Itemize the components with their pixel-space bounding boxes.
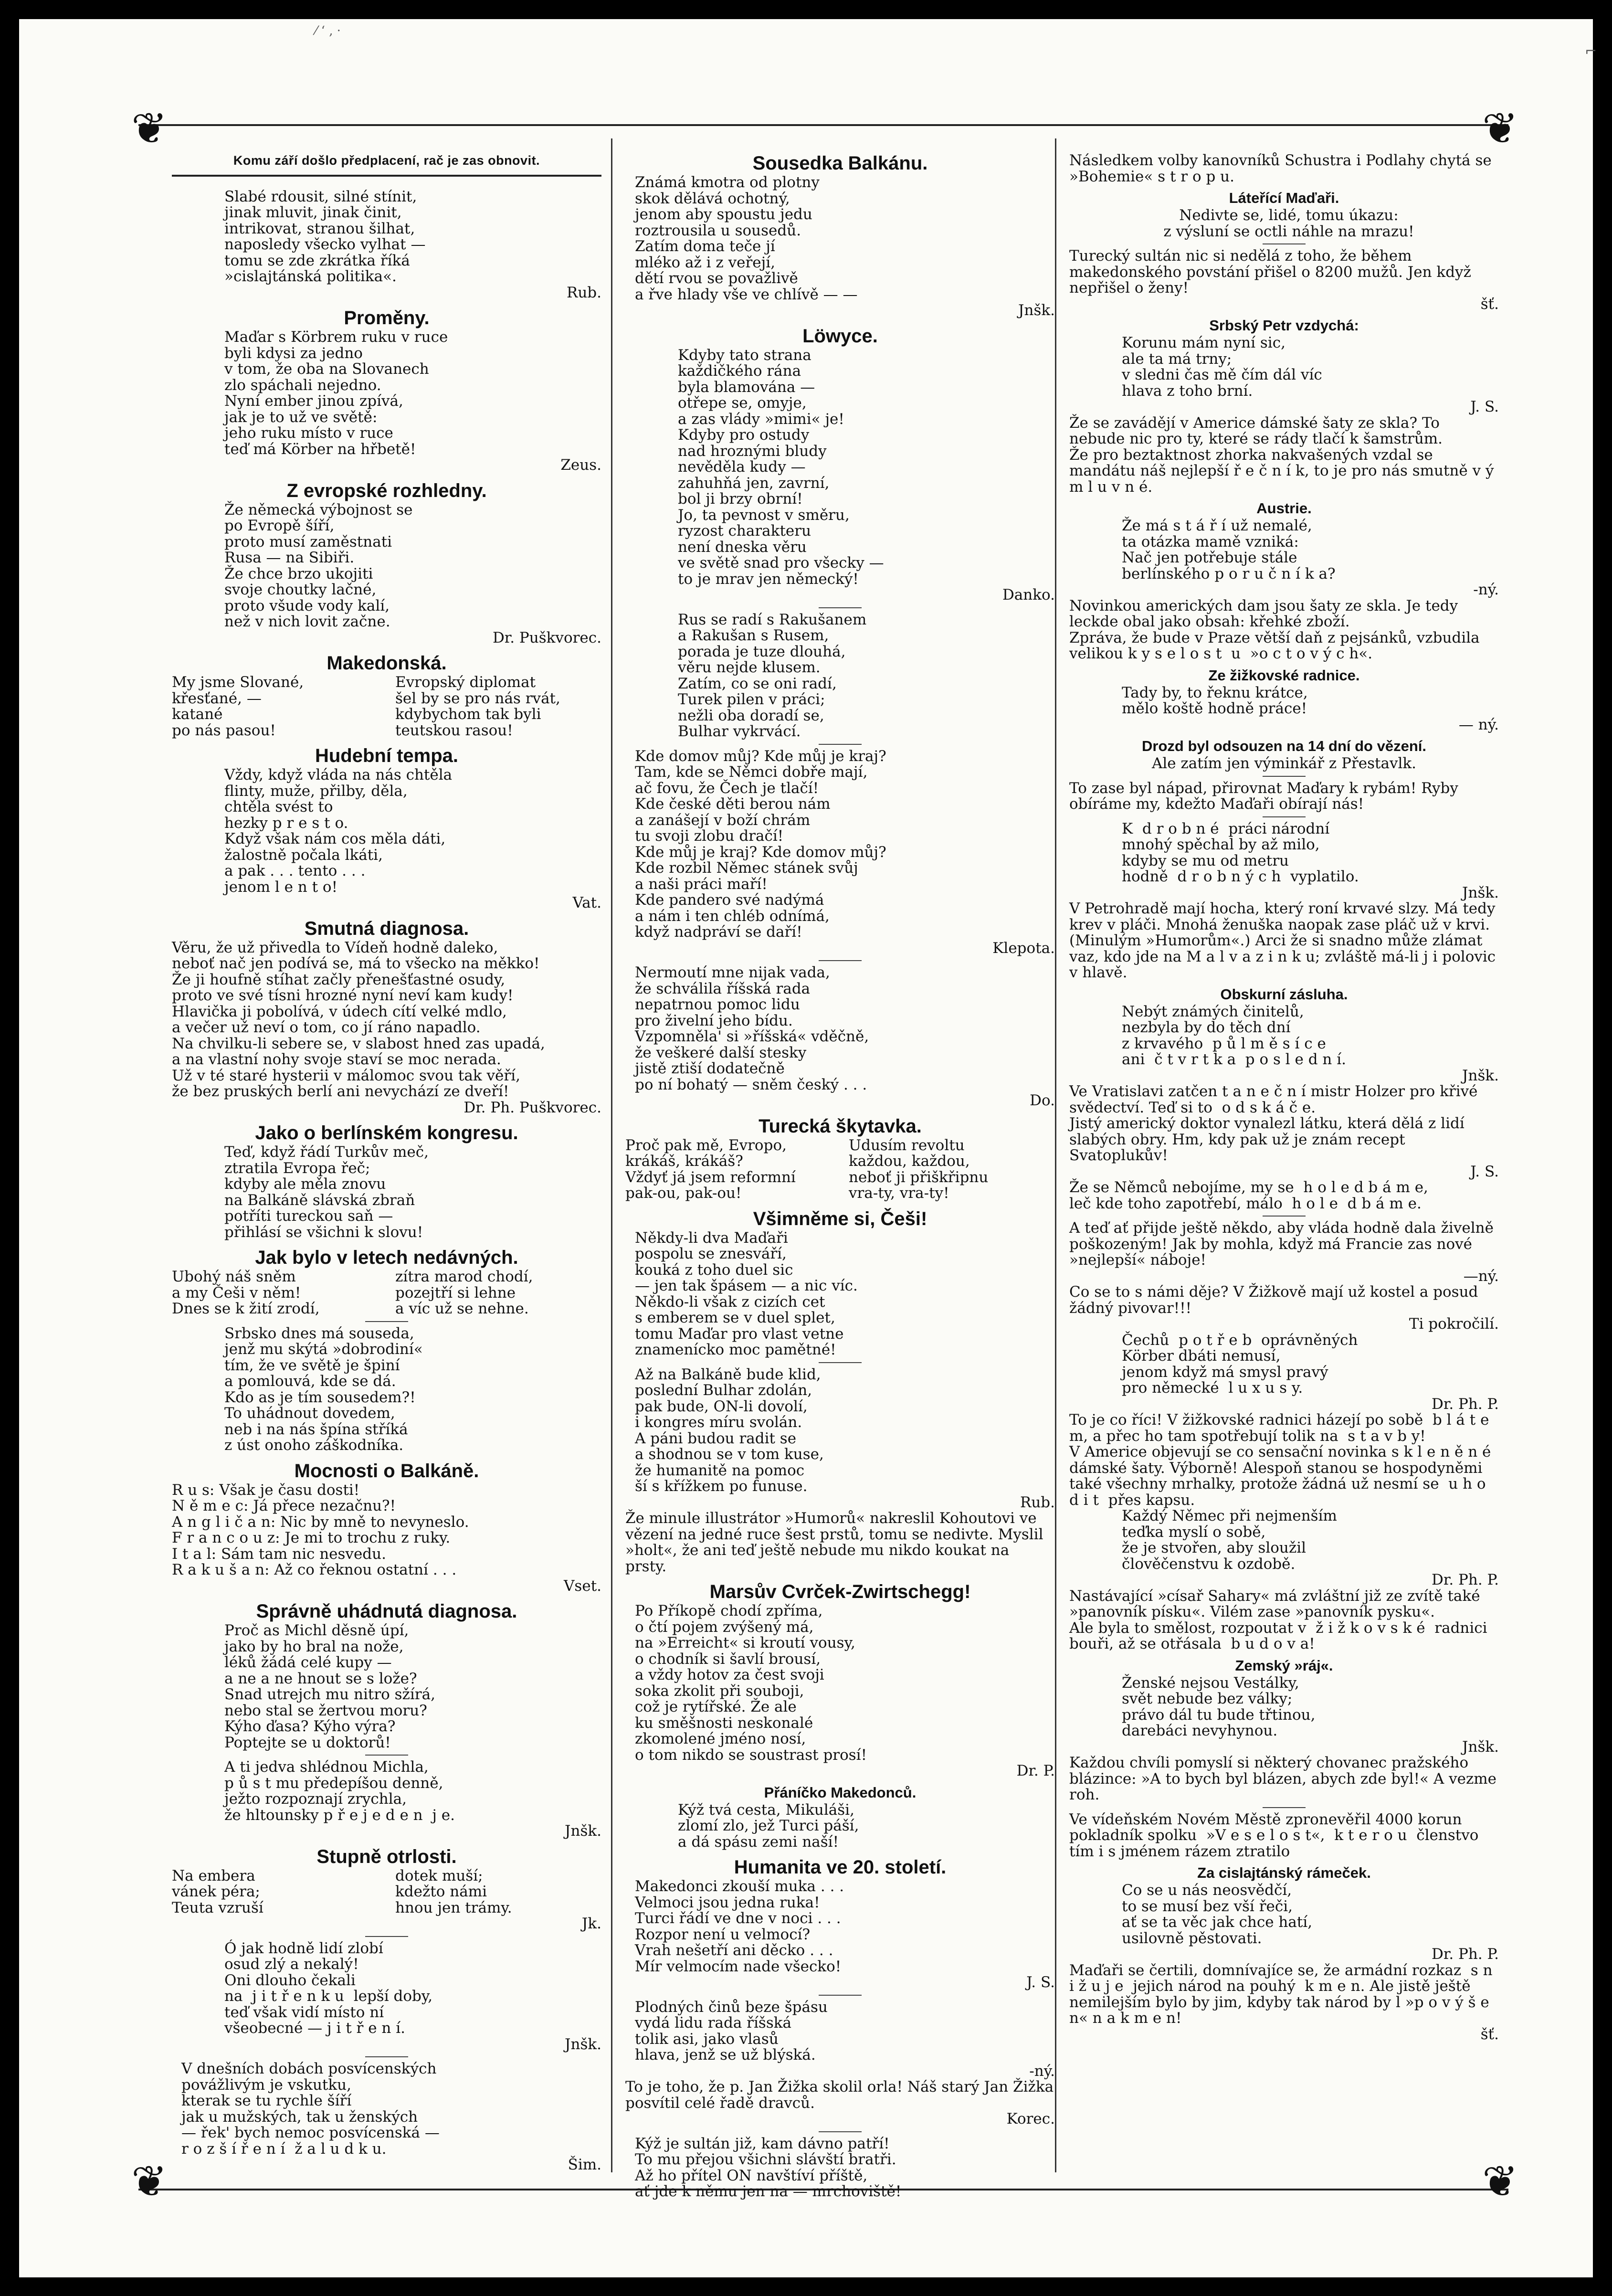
column-left <box>172 153 601 2173</box>
poem: Tady by, to řeknu krátce, mělo koště hodně práce! <box>1122 684 1308 717</box>
paragraph: Že pro beztaktnost zhorka nakvašených vzdal se mandátu náš nejlepší ř e č n í k, to je pro nás smutně v ý m l u v n é. <box>1069 446 1499 496</box>
signature: Klepota. <box>992 939 1055 957</box>
paragraph: Každou chvíli pomyslí si některý chovanec pražského blázince: »A to bych byl blázen, abych zde byl!« A vezme roh. <box>1069 1754 1501 1803</box>
paragraph: Že se zavádějí v Americe dámské šaty ze skla? To nebude nic pro ty, které se rády tlačí k šamstrům. <box>1069 414 1444 447</box>
signature: Dr. Ph. P. <box>1432 1946 1499 1963</box>
article-title: Löwyce. <box>802 325 878 347</box>
signature: Jnšk. <box>1462 1738 1499 1756</box>
article-title: Austrie. <box>1256 500 1312 517</box>
signature: Ti pokročilí. <box>1409 1315 1499 1333</box>
poem: Že má s t á ř í už nemalé, ta otázka mamě vzniká: Nač jen potřebuje stále berlínského p o r u č n í k a? <box>1122 517 1336 582</box>
article-title: Stupně otrlosti. <box>316 1846 457 1867</box>
signature: — ný. <box>1458 716 1499 733</box>
paragraph: To je co říci! V žižkovské radnici házejí po sobě b l á t e m, a přec ho tam spotřebují tolik na s t a v b y! <box>1069 1411 1494 1445</box>
paragraph: Nastávající »císař Sahary« má zvláštní již ze zvítě také »panovník písku«. Vilém zase »panovník pysku«. <box>1069 1587 1485 1620</box>
article-title: Makedonská. <box>327 653 447 674</box>
article-title: Drozd byl odsouzen na 14 dní do vězení. <box>1142 738 1426 754</box>
separator <box>1263 1216 1306 1217</box>
paragraph: Následkem volby kanovníků Schustra i Podlahy chytá se »Bohemie« s t r o p u. <box>1069 152 1496 185</box>
poem: Čechů p o t ř e b oprávněných Körber dbáti nemusí, jenom když má smysl pravý pro německé l u x u s y. <box>1122 1331 1358 1397</box>
poem: Někdy-li dva Maďaři pospolu se znesváří, kouká z toho duel sic — jen tak špásem — a nic víc. Někdo-li však z cizích cet s emberem se v duel splet, tomu Maďar pro vlast vetne znamenícko moc pamětné! <box>635 1229 858 1358</box>
signature: Jnšk. <box>565 2035 601 2053</box>
separator <box>819 1362 862 1363</box>
bottom-left-ornament-icon: ❦ <box>131 2157 168 2207</box>
poem: Korunu mám nyní sic, ale ta má trny; v sledni čas mě čím dál víc hlava z toho brní. <box>1122 334 1322 400</box>
signature: —ný. <box>1463 1267 1499 1285</box>
article-title: Marsův Cvrček-Zwirtschegg! <box>709 1581 971 1602</box>
paragraph: Co se to s námi děje? V Žižkově mají už kostel a posud žádný pivovar!!! <box>1069 1283 1483 1317</box>
paragraph: Maďaři se čertili, domnívajíce se, že armádní rozkaz s n i ž u j e jejich národ na pouhý k m e n. Ale jistě ještě nemilejším bylo by jim, kdyby tak národ by l »p o v ý š e n« n a k m e n! <box>1069 1961 1497 2027</box>
poem: Proč as Michl děsně úpí, jako by ho bral na nože, léků žádá celé kupy — a ne a ne hnout se s lože? Snad utrejch mu nitro sžírá, nebo stal se žertvou moru? Kýho ďasa? Kýho výra? Poptejte se u doktorů! <box>224 1622 435 1751</box>
poem: Kdyby tato strana každičkého rána byla blamována — otřepe se, omyje, a zas vlády »mimi« je! Kdyby pro ostudy nad hroznými bludy nevěděla kudy — zahuhňá jen, zavrní, bol ji brzy obrní! Jo, ta pevnost v směru, ryzost charakteru není dneska věru ve světě snad pro všecky — to je mrav jen německý! <box>678 346 884 588</box>
article-title: Všimněme si, Češi! <box>753 1208 927 1229</box>
newspaper-page <box>19 19 1597 2277</box>
poem: Co se u nás neosvědčí, to se musí bez vší řeči, ať se ta věc jak chce hatí, usilovně pěstovati. <box>1122 1882 1313 1947</box>
separator <box>365 2056 408 2057</box>
signature: Dr. Puškvorec. <box>492 629 601 646</box>
poem: Slabé rdousit, silné stínit, jinak mluvit, jinak činit, intrikovat, stranou šilhat, naposledy všecko vylhat — tomu se zde zkrátka říká »cislajtánská politika«. <box>224 188 426 285</box>
signature: Danko. <box>1002 586 1055 603</box>
two-column-poem <box>172 1269 601 1317</box>
column-divider <box>611 138 612 2172</box>
column-middle <box>625 153 1058 2200</box>
subscription-notice: Komu září došlo předplacení, rač je zas obnovit. <box>233 153 540 168</box>
poem: Po Příkopě chodí zpříma, o čtí pojem zvýšený má, na »Erreicht« si kroutí vousy, o chodník si šavlí brousí, a vždy hotov za čest svoji soka zkolit při souboji, což je rytířské. Že ale ku směšnosti neskonalé zkomolené jméno nosí, o tom nikdo se soustrast prosí! <box>635 1602 867 1764</box>
article-title: Správně uhádnutá diagnosa. <box>256 1601 517 1622</box>
separator <box>365 1755 408 1756</box>
paragraph: V Americe objevují se co sensační novinka s k l e n ě n é dámské šaty. Výborně! Alespoň stanou se hospodyněmi také všechny mrhalky, protože žádná už nesmí se u h o d i t přes kapsu. <box>1069 1443 1501 1509</box>
separator <box>1263 243 1306 244</box>
signature: šť. <box>1480 295 1499 313</box>
signature: Zeus. <box>560 456 601 474</box>
page-corner-mark: ⌐ <box>1585 43 1597 60</box>
poem-left: My jsme Slované, křesťané, — katané po nás pasou! <box>172 674 304 739</box>
signature: Jnšk. <box>1018 302 1055 319</box>
article-title: Smutná diagnosa. <box>304 918 469 939</box>
poem: Až na Balkáně bude klid, poslední Bulhar zdolán, pak bude, ON-li dovolí, i kongres míru svolán. A páni budou radit se a shodnou se v tom kuse, že humanitě na pomoc ší s křížkem po funuse. <box>635 1365 824 1495</box>
signature: -ný. <box>1473 581 1499 598</box>
dialogue: R u s: Však je času dosti! N ě m e c: Já přece nezačnu?! A n g l i č a n: Nic by mně to nevyneslo. F r a n c o u z: Je mi to trochu z ruky. I t a l: Sám tam nic nesvedu. R a k u š a n: Až co řeknou ostatní . . . <box>172 1481 469 1578</box>
paragraph: To zase byl nápad, přirovnat Maďary k rybám! Ryby obíráme my, kdežto Maďaři obírají nás! <box>1069 779 1463 813</box>
article-title: Z evropské rozhledny. <box>286 480 487 501</box>
poem-left: Ubohý náš sněm a my Češi v něm! Dnes se k žití zrodí, <box>172 1268 320 1317</box>
poem: Vždy, když vláda na nás chtěla flinty, muže, přilby, děla, chtěla svést to hezky p r e s t o. Když však nám cos měla dáti, žalostně počala lkáti, a pak . . . tento . . . jenom l e n t o! <box>224 766 453 896</box>
notice-rule <box>172 175 601 177</box>
signature: Rub. <box>1020 1493 1055 1511</box>
paragraph: Jistý americký doktor vynalezl látku, která dělá z lidí slabých obry. Hm, kdy pak už je znám recept Svatoplukův! <box>1069 1115 1469 1164</box>
separator <box>1263 1807 1306 1808</box>
signature: Dr. Ph. Puškvorec. <box>464 1099 601 1116</box>
poem-left: Na embera vánek péra; Teuta vzruší <box>172 1867 263 1916</box>
paragraph: Zpráva, že bude v Praze větší daň z pejsánků, vzbudila velikou k y s e l o s t u »o c t o v ý c h«. <box>1069 629 1485 662</box>
margin-scribble: ⁄ ‘ ‚ · <box>315 24 341 38</box>
signature: Jnšk. <box>1462 884 1499 901</box>
two-column-poem <box>625 1138 1055 1202</box>
poem: V dnešních dobách posvícenských povážlivým je vskutku, kterak se tu rychle šíří jak u mužských, tak u ženských — řek' bych nemoc posvícenská — r o z š í ř e n í ž a l u d k u. <box>181 2060 440 2158</box>
poem: Rus se radí s Rakušanem a Rakušan s Rusem, porada je tuze dlouhá, věru nejde klusem. Zatím, co se oni radí, Turek pilen v práci; nežli oba doradí se, Bulhar vykrvácí. <box>678 611 867 740</box>
column-divider <box>1055 138 1056 2172</box>
paragraph: To je toho, že p. Jan Žižka skolil orla! Náš starý Jan Žižka posvítil celé řadě dravců. <box>625 2078 1058 2112</box>
article-title: Obskurní zásluha. <box>1220 985 1348 1003</box>
article-title: Srbský Petr vzdychá: <box>1209 317 1359 334</box>
poem: Kýž tvá cesta, Mikuláši, zlomí zlo, jež Turci páší, a dá spásu zemi naší! <box>678 1801 859 1851</box>
paragraph: Ale byla to smělost, rozpoutat v ž i ž k o v s k é radnici bouři, až se otřásala b u d o v a! <box>1069 1619 1492 1652</box>
poem: Plodných činů beze špásu vydá lidu rada říšská tolik asi, jako vlasů hlava, jenž se už blýská. <box>635 1998 828 2063</box>
article-title: Přáníčko Makedonců. <box>764 1784 917 1801</box>
signature: Jnšk. <box>1462 1067 1499 1084</box>
article-title: Mocnosti o Balkáně. <box>294 1460 479 1481</box>
poem: Makedonci zkouší muka . . . Velmoci jsou jedna ruka! Turci řádí ve dne v noci . . . Rozpor není u velmocí? Vrah nešetří ani děcko . . . Mír velmocím nade všecko! <box>635 1878 844 1975</box>
paragraph: Že se Němců nebojíme, my se h o l e d b á m e, leč kde toho zapotřebí, málo h o l e d b á m e. <box>1069 1179 1428 1212</box>
poem: Že německá výbojnost se po Evropě šíří, proto musí zaměstnati Rusa — na Sibiři. Že chce brzo ukojiti svoje choutky lačné, proto všude vody kalí, než v nich lovit začne. <box>224 501 413 630</box>
signature: šť. <box>1480 2025 1499 2043</box>
poem: Nebýt známých činitelů, nezbyla by do těch dní z krvavého p ů l m ě s í c e ani č t v r t k a p o s l e d n í. <box>1122 1003 1347 1068</box>
article-title: Láteřící Maďaři. <box>1229 190 1339 206</box>
paragraph: Ve vídeňském Novém Městě zpronevěřil 4000 korun pokladník spolku »V e s e l o s t«, k t e r o u členstvo tím i s jménem rázem ztratilo <box>1069 1810 1484 1860</box>
signature: Jk. <box>581 1915 601 1932</box>
paragraph: Turecký sultán nic si nedělá z toho, že během makedonského povstání přišel o 8200 mužů. Jen když nepřišel o ženy! <box>1069 247 1476 296</box>
signature: Rub. <box>566 284 601 301</box>
separator <box>365 1321 408 1322</box>
poem-right: Evropský diplomat šel by se pro nás rvát, kdybychom tak byli teutskou rasou! <box>395 674 560 739</box>
separator <box>365 1936 408 1937</box>
separator <box>819 744 862 745</box>
signature: Dr. Ph. P. <box>1432 1395 1499 1413</box>
two-column-poem <box>172 1868 601 1916</box>
separator <box>1263 776 1306 777</box>
article-title: Humanita ve 20. století. <box>734 1857 947 1878</box>
paragraph: A teď ať přijde ještě někdo, aby vláda hodně dala živelně poškozeným! Jak by mohla, když má Francie zas nové »nejlepší« náboje! <box>1069 1219 1498 1269</box>
poem: Ženské nejsou Vestálky, svět nebude bez války; právo dál tu bude třtinou, darebáci nevyhynou. <box>1122 1674 1316 1739</box>
separator <box>819 1995 862 1996</box>
poem: A ti jedva shlédnou Michla, p ů s t mu předepíšou denně, ježto rozpoznají zrychla, že hltounsky p ř e j e d e n j e. <box>224 1758 455 1824</box>
poem: Srbsko dnes má souseda, jenž mu skýtá »dobrodiní« tím, že ve světě je špiní a pomlouvá, kde se dá. Kdo as je tím sousedem?! To uhádnout dovedem, neb i na nás špína stříká z úst onoho záškodníka. <box>224 1324 423 1454</box>
poem: Známá kmotra od plotny skok dělává ochotný, jenom aby spoustu jedu roztrousila u sousedů. Zatím doma teče jí mléko až i z veřejí, dětí rvou se považlivě a řve hlady vše ve chlívě — — <box>635 174 858 303</box>
poem-right: Udusím revoltu každou, každou, neboť ji přiškřipnu vra-ty, vra-ty! <box>849 1136 989 1202</box>
poem: Každý Němec při nejmenším teďka myslí o sobě, že je stvořen, aby sloužil člověčenstvu k ozdobě. <box>1122 1507 1337 1573</box>
poem: Kýž je sultán již, kam dávno patří! To mu přejou všichni slávští bratři. Až ho přítel ON navštíví příště, ať jde k němu jen na — mrchoviště! <box>635 2135 902 2200</box>
article-title: Zemský »ráj«. <box>1235 1657 1333 1674</box>
poem: Nermoutí mne nijak vada, že schválila říšská rada nepatrnou pomoc lidu pro živelní jeho bídu. Vzpomněla' si »říšská« vděčně, že veškeré další stesky jistě ztiší dodatečně po ní bohatý — sněm český . . . <box>635 964 869 1093</box>
top-left-ornament-icon: ❦ <box>131 104 168 154</box>
paragraph: Ve Vratislavi zatčen t a n e č n í mistr Holzer pro křivé svědectví. Teď si to o d s k á č e. <box>1069 1083 1483 1116</box>
paragraph: (Minulým »Humorům«.) Arci že si snadno může zlámat vaz, kdo jde na M a l v a z i n k u; zvláště má-li j i polovic v hlavě. <box>1069 932 1501 981</box>
signature: Jnšk. <box>565 1822 601 1840</box>
separator <box>1263 816 1306 817</box>
separator <box>819 960 862 961</box>
article-title: Hudební tempa. <box>315 745 459 766</box>
signature: Vset. <box>564 1577 601 1595</box>
poem: Maďar s Körbrem ruku v ruce byli kdysi za jedno v tom, že oba na Slovanech zlo spáchali nejedno. Nyní ember jinou zpívá, jak je to už ve světě: jeho ruku místo v ruce teď má Körber na hřbetě! <box>224 328 448 458</box>
signature: Do. <box>1030 1092 1055 1109</box>
article-title: Sousedka Balkánu. <box>752 153 928 174</box>
two-column-poem <box>172 675 601 739</box>
article-title: Ze žižkovské radnice. <box>1208 667 1360 684</box>
paragraph: V Petrohradě mají hocha, který roní krvavé slzy. Má tedy krev v pláči. Mnohá ženuška naopak zase pláč už v krvi. <box>1069 900 1500 933</box>
paragraph: Že minule illustrátor »Humorů« nakreslil Kohoutovi ve vězení na jedné ruce šest prstů, tomu se nedivte. Myslil »holt«, že ani teď ještě nebude mu nikdo koukat na prsty. <box>625 1510 1048 1575</box>
signature: Šim. <box>568 2156 601 2173</box>
poem-right: dotek muší; kdežto námi hnou jen trámy. <box>395 1867 512 1916</box>
separator <box>819 2131 862 2132</box>
article-title: Proměny. <box>344 307 430 328</box>
top-right-ornament-icon: ❦ <box>1482 104 1518 154</box>
separator <box>819 607 862 608</box>
article-title: Jak bylo v letech nedávných. <box>255 1247 518 1268</box>
signature: Korec. <box>1006 2110 1055 2127</box>
paragraph: Ale zatím jen výminkář z Přestavlk. <box>1151 755 1417 772</box>
paragraph: Novinkou amerických dam jsou šaty ze skla. Je tedy leckde obal jako obsah: křehké zboží. <box>1069 597 1463 630</box>
article-title: Turecká škytavka. <box>759 1115 922 1137</box>
poem: Kde domov můj? Kde můj je kraj? Tam, kde se Němci dobře mají, ač fovu, že Čech je tlačí! Kde české děti berou nám a zanášejí v boží chrám tu svoji zlobu dračí! Kde můj je kraj? Kde domov můj? Kde rozbil Němec stánek svůj a naši práci maří! Kde pandero své nadýmá a nám i ten chléb odnímá, když nadpráví se daří! <box>635 747 886 941</box>
poem: Teď, když řádí Turkův meč, ztratila Evropa řeč; kdyby ale měla znovu na Balkáně slávská zbraň potříti tureckou saň — přihlásí se všichni k slovu! <box>224 1143 429 1241</box>
bottom-right-ornament-icon: ❦ <box>1482 2157 1518 2207</box>
article-title: Jako o berlínském kongresu. <box>255 1122 518 1143</box>
signature: Vat. <box>572 894 601 911</box>
signature: -ný. <box>1029 2062 1055 2080</box>
signature: J. S. <box>1026 1974 1055 1991</box>
poem-left: Proč pak mě, Evropo, krákáš, krákáš? Vždyť já jsem reformní pak-ou, pak-ou! <box>625 1136 796 1202</box>
column-right <box>1069 153 1499 2168</box>
poem: Ó jak hodně lidí zlobí osud zlý a nekalý! Oni dlouho čekali na j i t ř e n k u lepší doby, teď však vidí místo ní všeobecné — j i t ř e n í. <box>224 1939 433 2037</box>
signature: Dr. Ph. P. <box>1432 1571 1499 1588</box>
signature: J. S. <box>1470 398 1499 415</box>
poem: Nedivte se, lidé, tomu úkazu: z výsluní se octli náhle na mrazu! <box>1163 207 1414 240</box>
signature: Dr. P. <box>1016 1762 1055 1779</box>
poem-right: zítra marod chodí, pozejtří si lehne a víc už se nehne. <box>395 1268 533 1317</box>
signature: J. S. <box>1470 1163 1499 1180</box>
article-title: Za cislajtánský rámeček. <box>1197 1864 1371 1881</box>
poem: K d r o b n é práci národní mnohý spěchal by až milo, kdyby se mu od metru hodně d r o b n ý c h vyplatilo. <box>1122 820 1359 885</box>
poem: Věru, že už přivedla to Vídeň hodně daleko, neboť nač jen podívá se, má to všecko na měkko! Že ji houfně stíhat začly přenešťastné osudy, proto ve své tísni hrozné nyní neví kam kudy! Hlavička ji pobolívá, v údech cítí velké mdlo, a večer už neví o tom, co jí ráno napadlo. Na chvilku-li sebere se, v slabost hned zas upadá, a na vlastní nohy svoje staví se moc nerada. Už v té staré hysterii v málomoc svou tak věří, že bez pruských berlí ani nevychází ze dveří! <box>172 939 545 1100</box>
